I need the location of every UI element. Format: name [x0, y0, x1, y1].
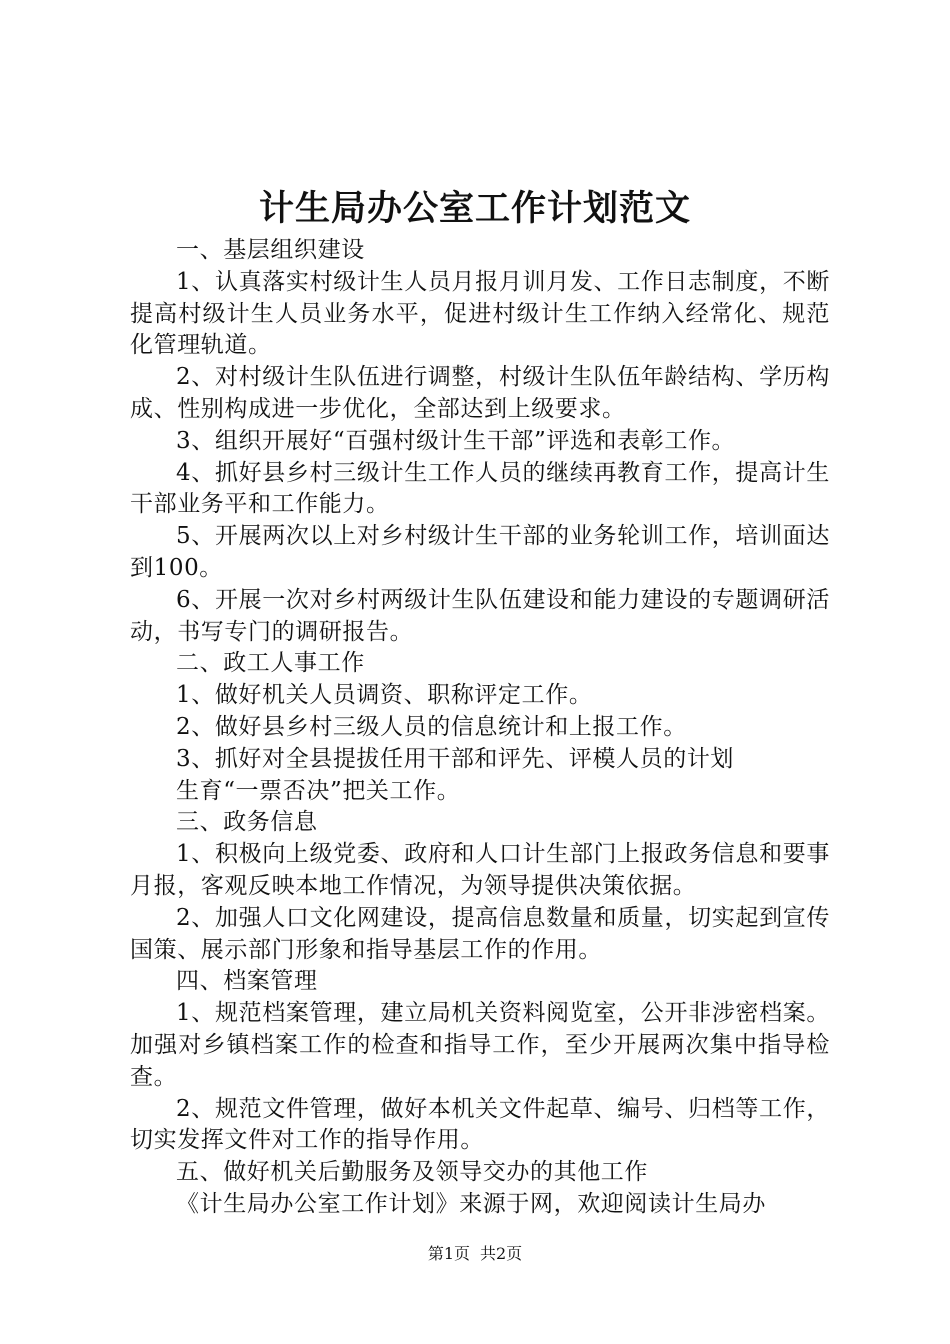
- paragraph: 6、开展一次对乡村两级计生队伍建设和能力建设的专题调研活动，书写专门的调研报告。: [130, 586, 830, 645]
- section-heading: 三、政务信息: [176, 809, 318, 836]
- section-heading: 二、政工人事工作: [176, 650, 365, 677]
- document-body: [130, 235, 830, 1221]
- paragraph: 4、抓好县乡村三级计生工作人员的继续再教育工作，提高计生干部业务平和工作能力。: [130, 459, 830, 518]
- paragraph: 3、组织开展好“百强村级计生干部”评选和表彰工作。: [176, 427, 736, 454]
- paragraph: 2、规范文件管理，做好本机关文件起草、编号、归档等工作，切实发挥文件对工作的指导作用。: [130, 1095, 830, 1154]
- section-heading: 四、档案管理: [176, 968, 318, 995]
- section-heading: 一、基层组织建设: [176, 237, 365, 263]
- document-title: 计生局办公室工作计划范文: [258, 188, 691, 229]
- paragraph: 2、对村级计生队伍进行调整，村级计生队伍年龄结构、学历构成、性别构成进一步优化，全部达到上级要求。: [130, 364, 830, 422]
- paragraph: 1、做好机关人员调资、职称评定工作。: [176, 682, 593, 709]
- page-total: 共2页: [480, 1244, 523, 1263]
- paragraph: 1、积极向上级党委、政府和人口计生部门上报政务信息和要事月报，客观反映本地工作情况，为领导提供决策依据。: [130, 841, 830, 899]
- page-footer: [0, 1243, 950, 1265]
- page-number: 第1页: [427, 1244, 470, 1263]
- section-heading: 五、做好机关后勤服务及领导交办的其他工作: [176, 1159, 648, 1186]
- paragraph: 《计生局办公室工作计划》来源于网，欢迎阅读计生局办: [176, 1190, 766, 1217]
- paragraph: 生育“一票否决”把关工作。: [176, 777, 461, 804]
- paragraph: 2、加强人口文化网建设，提高信息数量和质量，切实起到宣传国策、展示部门形象和指导基层工作的作用。: [130, 904, 830, 963]
- paragraph: 2、做好县乡村三级人员的信息统计和上报工作。: [176, 713, 687, 740]
- paragraph: 1、规范档案管理，建立局机关资料阅览室，公开非涉密档案。加强对乡镇档案工作的检查和指导工作，至少开展两次集中指导检查。: [130, 1000, 830, 1090]
- paragraph: 1、认真落实村级计生人员月报月训月发、工作日志制度，不断提高村级计生人员业务水平，促进村级计生工作纳入经常化、规范化管理轨道。: [130, 268, 830, 359]
- paragraph: 3、抓好对全县提拔任用干部和评先、评模人员的计划: [176, 745, 735, 772]
- paragraph: 5、开展两次以上对乡村级计生干部的业务轮训工作，培训面达到100。: [130, 523, 830, 581]
